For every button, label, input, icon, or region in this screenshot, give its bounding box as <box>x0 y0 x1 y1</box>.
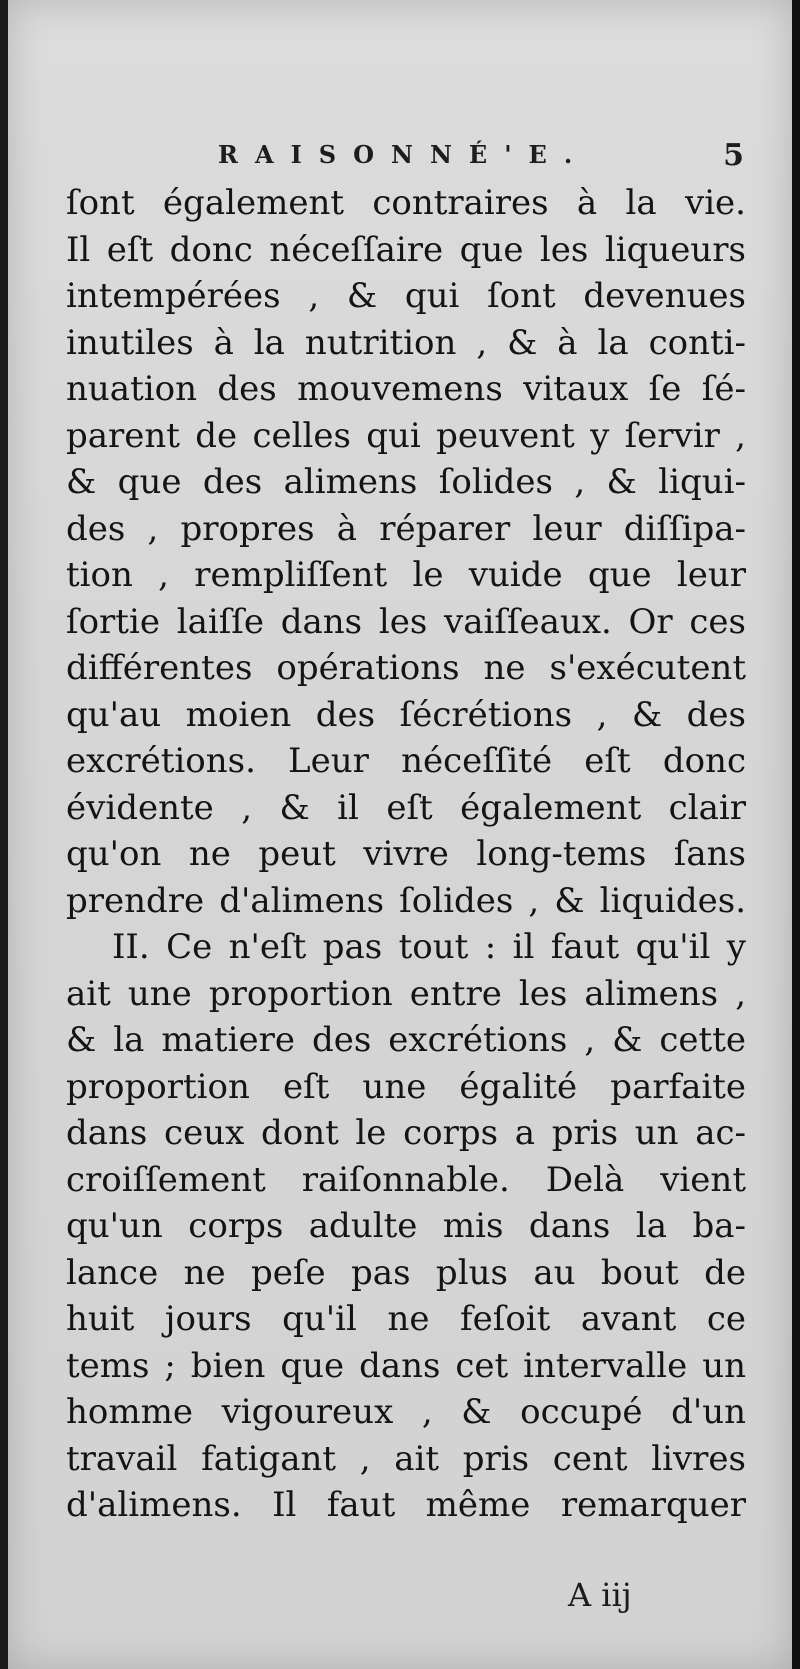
page-header <box>68 140 748 180</box>
text-line: prendre d'alimens ſolides , & liquides. <box>66 880 746 921</box>
text-line: croiſſement raiſonnable. Delà vient <box>66 1159 746 1200</box>
text-line: tems ; bien que dans cet intervalle un <box>66 1345 746 1386</box>
book-page <box>8 0 792 1669</box>
text-line: homme vigoureux , & occupé d'un <box>66 1392 746 1432</box>
text-line: qu'au moien des ſécrétions , & des <box>66 694 746 735</box>
text-line: parent de celles qui peuvent y ſervir , <box>66 415 746 456</box>
text-line: ſortie laiſſe dans les vaiſſeaux. Or ces <box>66 601 746 642</box>
text-line: travail fatigant , ait pris cent livres <box>66 1438 746 1479</box>
text-line: & que des alimens ſolides , & liqui- <box>66 462 746 502</box>
text-line: d'alimens. Il faut même remarquer <box>66 1485 746 1525</box>
text-line: excrétions. Leur néceſſité eſt donc <box>66 741 746 781</box>
text-line: dans ceux dont le corps a pris un ac- <box>66 1113 746 1153</box>
text-line: ait une proportion entre les alimens , <box>66 973 746 1014</box>
section-start-line: II. Ce n'eſt pas tout : il faut qu'il y <box>112 927 746 967</box>
text-line: proportion eſt une égalité parfaite <box>66 1066 746 1107</box>
text-line: ſont également contraires à la vie. <box>66 183 746 223</box>
text-line: qu'on ne peut vivre long-tems ſans <box>66 834 746 874</box>
text-line: tion , rempliſſent le vuide que leur <box>66 555 746 595</box>
text-line: lance ne peſe pas plus au bout de <box>66 1252 746 1293</box>
page-number: 5 <box>723 138 744 173</box>
text-line: qu'un corps adulte mis dans la ba- <box>66 1206 746 1246</box>
signature-mark: A iij <box>568 1576 632 1614</box>
text-line: nuation des mouvemens vitaux ſe ſé- <box>66 369 746 409</box>
running-head: RAISONNÉ'E. <box>218 140 590 169</box>
text-line: huit jours qu'il ne feſoit avant ce <box>66 1299 746 1339</box>
text-line: Il eſt donc néceſſaire que les liqueurs <box>66 229 746 270</box>
text-line: évidente , & il eſt également clair <box>66 787 746 828</box>
text-line: différentes opérations ne s'exécutent <box>66 648 746 688</box>
text-line: des , propres à réparer leur diſſipa- <box>66 508 746 549</box>
page-edge <box>792 0 800 1669</box>
text-line: intempérées , & qui ſont devenues <box>66 276 746 316</box>
body-text <box>66 180 746 1529</box>
text-line: inutiles à la nutrition , & à la conti- <box>66 322 746 363</box>
text-line: & la matiere des excrétions , & cette <box>66 1020 746 1060</box>
